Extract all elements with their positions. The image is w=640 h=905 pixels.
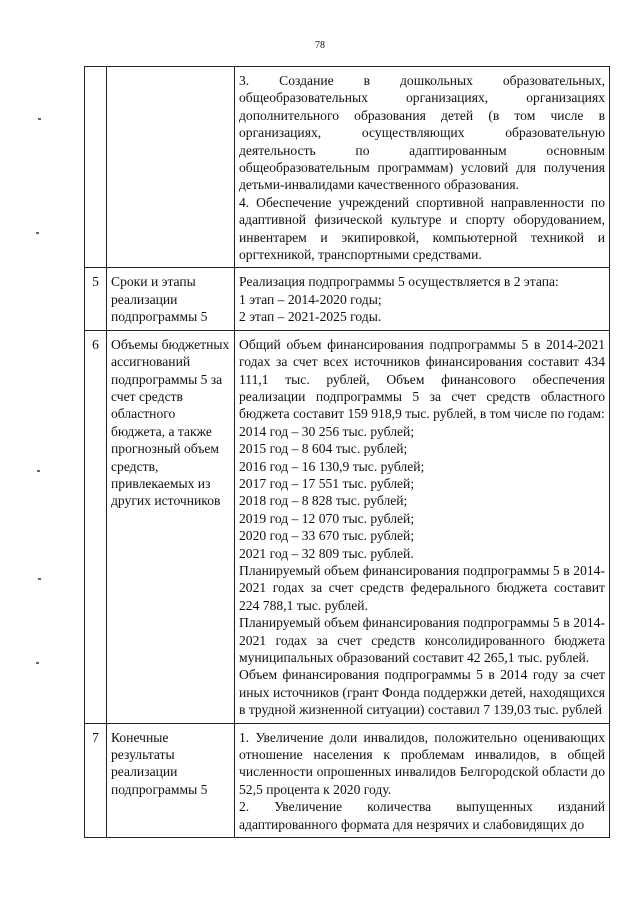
row-number-cell: 5 xyxy=(85,268,107,330)
municipal-budget-text: Планируемый объем финансирования подпрограммы 5 в 2014-2021 годах за счет средств консолидированного бюджета муниципальных образований составит 42 265,1 тыс. рублей. xyxy=(239,615,605,665)
row-label-cell: Сроки и этапы реализации подпрограммы 5 xyxy=(107,268,235,330)
federal-budget-text: Планируемый объем финансирования подпрограммы 5 в 2014-2021 годах за счет средств федерального бюджета составит 224 788,1 тыс. рублей. xyxy=(239,562,605,613)
table-row xyxy=(85,330,610,723)
scan-speck xyxy=(38,118,41,120)
objective-3-text: 3. Создание в дошкольных образовательных, общеобразовательных организациях, организациях дополнительного образования детей (в том числе в организациях, осуществляющих образовательную деятельность по адаптированным основным общеобразовательным программам) условий для получения детьми-инвалидами качественного образования. xyxy=(239,73,605,193)
result-1-text: 1. Увеличение доли инвалидов, положительно оценивающих отношение населения к проблемам инвалидов, в общей численности опрошенных инвалидов Белгородской области до 52,5 процента к 2020 году. xyxy=(239,729,605,797)
year-2018-amount: 2018 год – 8 828 тыс. рублей; xyxy=(239,493,408,509)
row-label-cell: Объемы бюджетных ассигнований подпрограммы 5 за счет средств областного бюджета, а также прогнозный объем средств, привлекаемых из других источников xyxy=(107,330,235,723)
result-2-text: 2. Увеличение количества выпущенных изданий адаптированного формата для незрячих и слабовидящих до xyxy=(239,799,605,832)
year-2015-amount: 2015 год – 8 604 тыс. рублей; xyxy=(239,441,408,457)
subprogram-passport-table xyxy=(84,66,610,838)
table-row xyxy=(85,723,610,837)
year-2017-amount: 2017 год – 17 551 тыс. рублей; xyxy=(239,475,415,491)
row-number-cell: 6 xyxy=(85,330,107,723)
year-2016-amount: 2016 год – 16 130,9 тыс. рублей; xyxy=(239,458,425,474)
scan-speck xyxy=(36,662,39,664)
row-number-cell: 7 xyxy=(85,723,107,837)
row-content-cell xyxy=(235,67,610,268)
year-2020-amount: 2020 год – 33 670 тыс. рублей; xyxy=(239,528,415,544)
other-sources-text: Объем финансирования подпрограммы 5 в 2014 году за счет иных источников (грант Фонда поддержки детей, находящихся в трудной жизненной ситуации) составил 7 139,03 тыс. рублей xyxy=(239,667,605,718)
page-number: 78 xyxy=(315,40,325,51)
year-2014-amount: 2014 год – 30 256 тыс. рублей; xyxy=(239,423,415,439)
year-2019-amount: 2019 год – 12 070 тыс. рублей; xyxy=(239,510,415,526)
stages-intro-text: Реализация подпрограммы 5 осуществляется в 2 этапа: xyxy=(239,274,559,290)
row-label-cell: Конечные результаты реализации подпрограммы 5 xyxy=(107,723,235,837)
row-content-cell xyxy=(235,330,610,723)
total-financing-text: Общий объем финансирования подпрограммы 5 в 2014-2021 годах за счет всех источников финансирования составит 434 111,1 тыс. рублей, Объем финансового обеспечения реализации подпрограммы 5 за счет средств областного бюджета составит 159 918,9 тыс. рублей, в том числе по годам: xyxy=(239,336,605,422)
stage-1-text: 1 этап – 2014-2020 годы; xyxy=(239,291,382,307)
table-row xyxy=(85,268,610,330)
objective-4-text: 4. Обеспечение учреждений спортивной направленности по адаптивной физической культуре и спорту оборудованием, инвентарем и экипировкой, компьютерной техникой и оргтехникой, транспортными средствами. xyxy=(239,194,605,263)
row-number-cell xyxy=(85,67,107,268)
row-content-cell xyxy=(235,723,610,837)
year-2021-amount: 2021 год – 32 809 тыс. рублей. xyxy=(239,545,414,561)
scan-speck xyxy=(37,470,40,472)
table-row xyxy=(85,67,610,268)
stage-2-text: 2 этап – 2021-2025 годы. xyxy=(239,309,382,325)
row-label-cell xyxy=(107,67,235,268)
scan-speck xyxy=(38,578,41,580)
row-content-cell xyxy=(235,268,610,330)
scan-speck xyxy=(36,232,39,234)
